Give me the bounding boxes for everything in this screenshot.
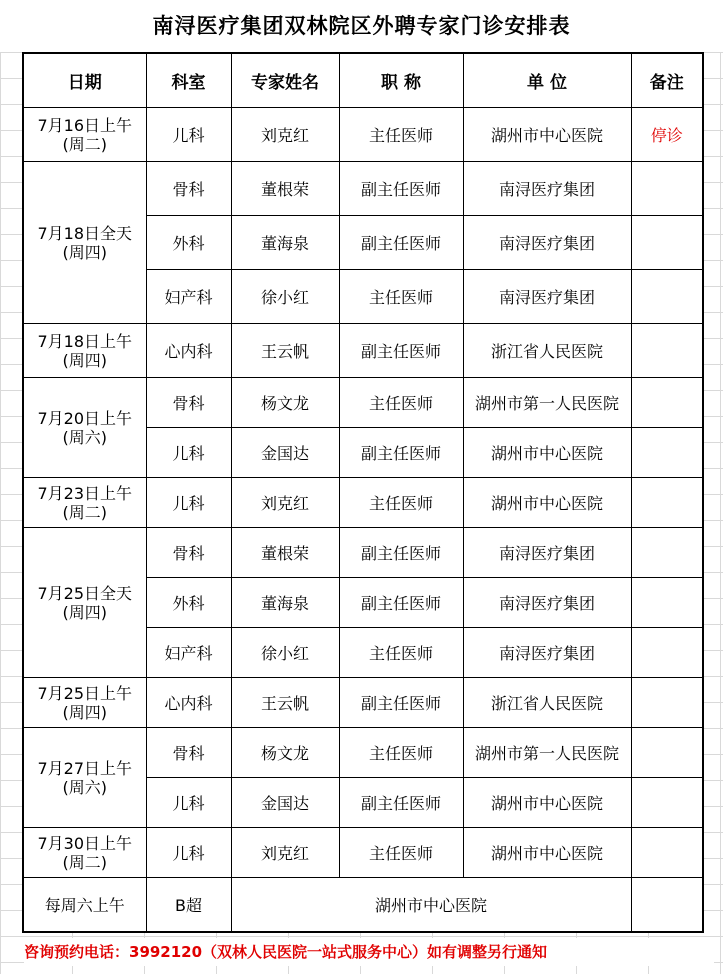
- date-cell: [23, 828, 146, 878]
- weekly-dept-cell: B超: [146, 878, 231, 932]
- name-cell: 董海泉: [231, 578, 339, 628]
- dept-cell: 儿科: [146, 478, 231, 528]
- name-cell: 刘克红: [231, 478, 339, 528]
- title-cell: 主任医师: [339, 628, 463, 678]
- table-row: [23, 108, 703, 162]
- dept-cell: 骨科: [146, 162, 231, 216]
- unit-cell: 南浔医疗集团: [463, 162, 631, 216]
- dept-cell: 儿科: [146, 778, 231, 828]
- header-name: 专家姓名: [231, 53, 339, 108]
- table-row: [23, 828, 703, 878]
- date-cell: [23, 108, 146, 162]
- name-cell: 徐小红: [231, 270, 339, 324]
- weekday-line: (周二): [62, 502, 107, 522]
- dept-cell: 妇产科: [146, 270, 231, 324]
- title-cell: 主任医师: [339, 728, 463, 778]
- remark-cell: [631, 628, 703, 678]
- title-cell: 主任医师: [339, 378, 463, 428]
- unit-cell: 湖州市中心医院: [463, 828, 631, 878]
- remark-cell: [631, 324, 703, 378]
- title-cell: 主任医师: [339, 108, 463, 162]
- table-row: [23, 162, 703, 216]
- remark-cell: [631, 428, 703, 478]
- dept-cell: 心内科: [146, 324, 231, 378]
- date-cell: [23, 324, 146, 378]
- dept-cell: 心内科: [146, 678, 231, 728]
- table-row: [23, 324, 703, 378]
- date-line: 7月30日上午: [37, 833, 133, 853]
- date-line: 7月23日上午: [37, 483, 133, 503]
- date-line: 7月25日全天: [37, 583, 133, 603]
- name-cell: 王云帆: [231, 324, 339, 378]
- date-line: 7月18日上午: [37, 331, 133, 351]
- date-line: 7月25日上午: [37, 683, 133, 703]
- date-cell: [23, 528, 146, 678]
- date-line: 7月27日上午: [37, 758, 133, 778]
- name-cell: 金国达: [231, 778, 339, 828]
- title-cell: 主任医师: [339, 828, 463, 878]
- footer-note: 咨询预约电话：3992120（双林人民医院一站式服务中心）如有调整另行通知: [24, 938, 714, 966]
- table-row: [23, 678, 703, 728]
- unit-cell: 南浔医疗集团: [463, 528, 631, 578]
- unit-cell: 浙江省人民医院: [463, 324, 631, 378]
- remark-cell: [631, 678, 703, 728]
- header-title: 职 称: [339, 53, 463, 108]
- unit-cell: 湖州市中心医院: [463, 428, 631, 478]
- title-cell: 主任医师: [339, 270, 463, 324]
- name-cell: 王云帆: [231, 678, 339, 728]
- name-cell: 金国达: [231, 428, 339, 478]
- dept-cell: 骨科: [146, 378, 231, 428]
- weekday-line: (周二): [62, 852, 107, 872]
- name-cell: 杨文龙: [231, 378, 339, 428]
- schedule-table: [22, 52, 704, 933]
- remark-cell: 停诊: [631, 108, 703, 162]
- date-line: 7月16日上午: [37, 115, 133, 135]
- date-line: 7月20日上午: [37, 408, 133, 428]
- header-row: [23, 53, 703, 108]
- dept-cell: 外科: [146, 216, 231, 270]
- weekly-remark-cell: [631, 878, 703, 932]
- table-row: [23, 378, 703, 428]
- unit-cell: 南浔医疗集团: [463, 270, 631, 324]
- title-cell: 副主任医师: [339, 162, 463, 216]
- unit-cell: 南浔医疗集团: [463, 216, 631, 270]
- dept-cell: 妇产科: [146, 628, 231, 678]
- name-cell: 董海泉: [231, 216, 339, 270]
- unit-cell: 湖州市中心医院: [463, 778, 631, 828]
- name-cell: 董根荣: [231, 162, 339, 216]
- date-cell: [23, 478, 146, 528]
- title-cell: 副主任医师: [339, 678, 463, 728]
- unit-cell: 南浔医疗集团: [463, 578, 631, 628]
- date-line: 7月18日全天: [37, 223, 133, 243]
- title-cell: 副主任医师: [339, 216, 463, 270]
- unit-cell: 南浔医疗集团: [463, 628, 631, 678]
- unit-cell: 湖州市第一人民医院: [463, 728, 631, 778]
- weekly-date-cell: 每周六上午: [23, 878, 146, 932]
- weekday-line: (周四): [62, 702, 107, 722]
- name-cell: 徐小红: [231, 628, 339, 678]
- remark-cell: [631, 828, 703, 878]
- unit-cell: 湖州市中心医院: [463, 478, 631, 528]
- remark-cell: [631, 378, 703, 428]
- name-cell: 刘克红: [231, 828, 339, 878]
- name-cell: 董根荣: [231, 528, 339, 578]
- date-cell: [23, 728, 146, 828]
- name-cell: 杨文龙: [231, 728, 339, 778]
- weekday-line: (周六): [62, 777, 107, 797]
- dept-cell: 骨科: [146, 528, 231, 578]
- unit-cell: 浙江省人民医院: [463, 678, 631, 728]
- table-row-weekly: [23, 878, 703, 932]
- date-cell: [23, 678, 146, 728]
- dept-cell: 骨科: [146, 728, 231, 778]
- weekday-line: (周四): [62, 242, 107, 262]
- date-cell: [23, 378, 146, 478]
- dept-cell: 儿科: [146, 828, 231, 878]
- remark-cell: [631, 162, 703, 216]
- weekday-line: (周四): [62, 602, 107, 622]
- title-cell: 副主任医师: [339, 428, 463, 478]
- remark-cell: [631, 778, 703, 828]
- remark-cell: [631, 478, 703, 528]
- dept-cell: 外科: [146, 578, 231, 628]
- header-unit: 单 位: [463, 53, 631, 108]
- weekday-line: (周四): [62, 350, 107, 370]
- header-remark: 备注: [631, 53, 703, 108]
- weekday-line: (周六): [62, 427, 107, 447]
- table-row: [23, 528, 703, 578]
- header-dept: 科室: [146, 53, 231, 108]
- remark-cell: [631, 270, 703, 324]
- weekday-line: (周二): [62, 134, 107, 154]
- table-row: [23, 728, 703, 778]
- table-row: [23, 478, 703, 528]
- unit-cell: 湖州市第一人民医院: [463, 378, 631, 428]
- date-cell: [23, 162, 146, 324]
- remark-cell: [631, 216, 703, 270]
- header-date: 日期: [23, 53, 146, 108]
- remark-cell: [631, 728, 703, 778]
- name-cell: 刘克红: [231, 108, 339, 162]
- remark-cell: [631, 578, 703, 628]
- unit-cell: 湖州市中心医院: [463, 108, 631, 162]
- title-cell: 副主任医师: [339, 324, 463, 378]
- remark-cell: [631, 528, 703, 578]
- page-title: 南浔医疗集团双林院区外聘专家门诊安排表: [0, 0, 723, 52]
- dept-cell: 儿科: [146, 108, 231, 162]
- title-cell: 主任医师: [339, 478, 463, 528]
- title-cell: 副主任医师: [339, 778, 463, 828]
- weekly-unit-cell: 湖州市中心医院: [231, 878, 631, 932]
- dept-cell: 儿科: [146, 428, 231, 478]
- title-cell: 副主任医师: [339, 528, 463, 578]
- title-cell: 副主任医师: [339, 578, 463, 628]
